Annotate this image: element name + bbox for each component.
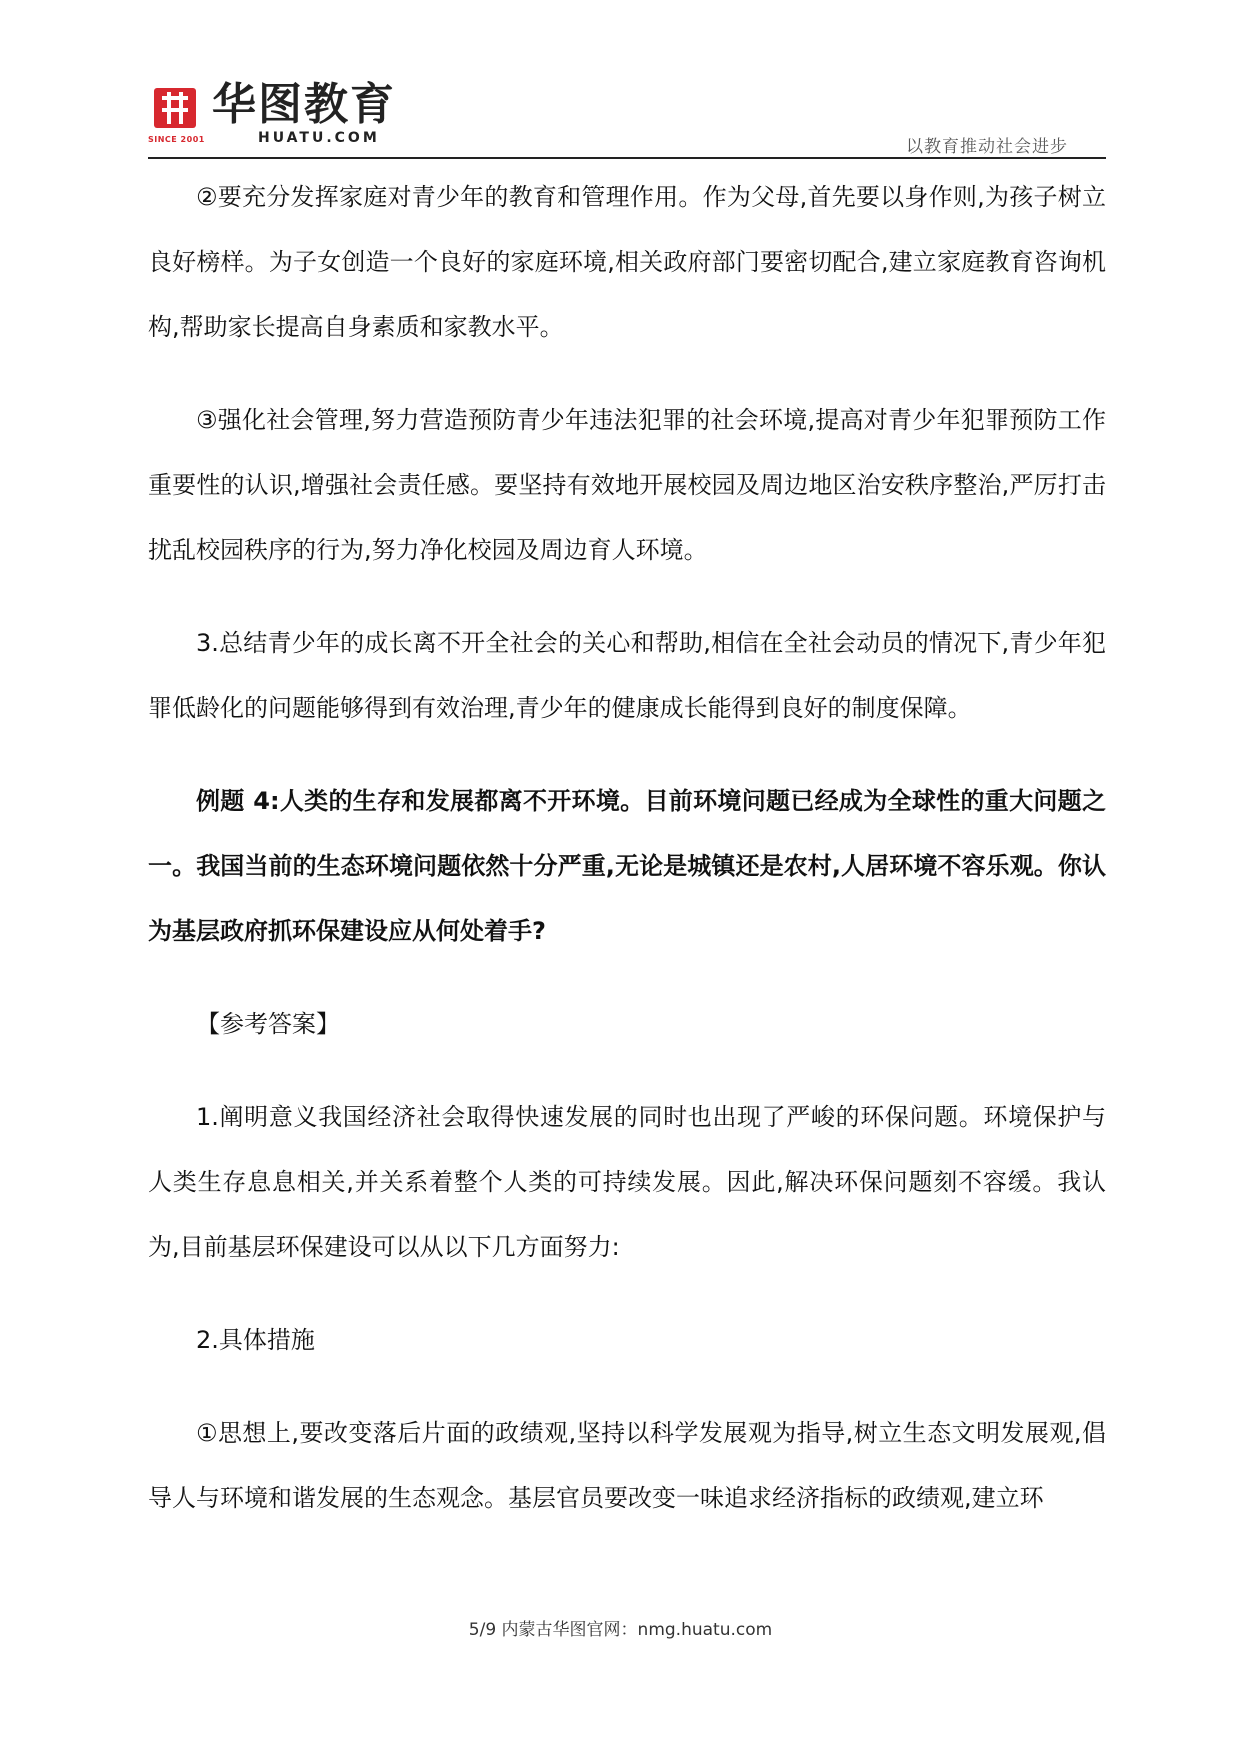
header-divider — [148, 157, 1106, 159]
page-footer: 5/9 内蒙古华图官网：nmg.huatu.com — [468, 1620, 773, 1640]
huatu-logo-icon — [154, 88, 196, 128]
document-body — [148, 165, 1106, 1531]
paragraph: ③强化社会管理,努力营造预防青少年违法犯罪的社会环境,提高对青少年犯罪预防工作重要性的认识,增强社会责任感。要坚持有效地开展校园及周边地区治安秩序整治,严厉打击扰乱校园秩序的行为,努力净化校园及周边育人环境。 — [148, 406, 1106, 564]
logo-title: 华图教育 — [212, 79, 396, 130]
paragraph: 1.阐明意义我国经济社会取得快速发展的同时也出现了严峻的环保问题。环境保护与人类生存息息相关,并关系着整个人类的可持续发展。因此,解决环保问题刻不容缓。我认为,目前基层环保建设可以从以下几方面努力: — [148, 1103, 1106, 1261]
header-slogan: 以教育推动社会进步 — [906, 137, 1068, 157]
logo-subtitle: HUATU.COM — [258, 130, 380, 146]
page-header — [148, 79, 1106, 160]
paragraph: ②要充分发挥家庭对青少年的教育和管理作用。作为父母,首先要以身作则,为孩子树立良好榜样。为子女创造一个良好的家庭环境,相关政府部门要密切配合,建立家庭教育咨询机构,帮助家长提高自身素质和家教水平。 — [148, 183, 1106, 341]
paragraph: 3.总结青少年的成长离不开全社会的关心和帮助,相信在全社会动员的情况下,青少年犯罪低龄化的问题能够得到有效治理,青少年的健康成长能得到良好的制度保障。 — [148, 629, 1106, 722]
paragraph: ①思想上,要改变落后片面的政绩观,坚持以科学发展观为指导,树立生态文明发展观,倡导人与环境和谐发展的生态观念。基层官员要改变一味追求经济指标的政绩观,建立环 — [148, 1419, 1106, 1512]
answer-heading: 【参考答案】 — [196, 1010, 340, 1038]
logo-since: SINCE 2001 — [148, 135, 205, 144]
question-paragraph: 例题 4:人类的生存和发展都离不开环境。目前环境问题已经成为全球性的重大问题之一。我国当前的生态环境问题依然十分严重,无论是城镇还是农村,人居环境不容乐观。你认为基层政府抓环保建设应从何处着手? — [148, 787, 1106, 945]
section-heading: 2.具体措施 — [196, 1326, 315, 1354]
